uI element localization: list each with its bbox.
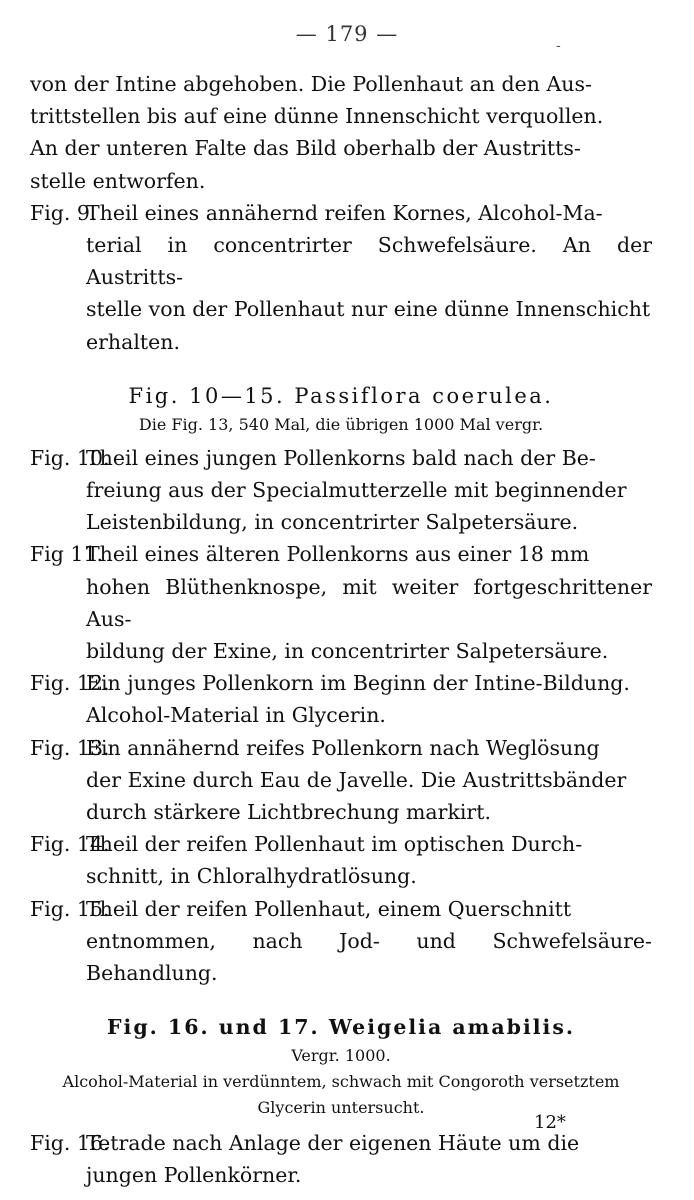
fig-9-line-2: terial in concentrirter Schwefelsäure. An der Austritts- <box>86 233 652 290</box>
section-note-line-1: Alcohol-Material in verdünntem, schwach mit Congoroth versetztem <box>62 1072 620 1092</box>
fig-10-line-1: Theil eines jungen Pollenkorns bald nach der Be- <box>86 445 596 470</box>
fig-12-line-1: Ein junges Pollenkorn im Beginn der Intine-Bildung. <box>86 671 630 696</box>
fig-9-line-1: Theil eines annähernd reifen Kornes, Alcohol-Ma- <box>86 200 603 225</box>
section-subheading-weigelia: Vergr. 1000. <box>291 1046 391 1066</box>
page-number: — 179 — <box>295 22 399 46</box>
intro-line-4: stelle entworfen. <box>30 168 206 193</box>
signature-mark: 12* <box>534 1112 566 1133</box>
intro-paragraph <box>30 68 652 197</box>
fig-16-line-2: jungen Pollenkörner. <box>86 1163 302 1188</box>
fig-12-label: Fig. 12. <box>30 671 110 696</box>
fig-12-line-2: Alcohol-Material in Glycerin. <box>86 703 386 728</box>
fig-13-line-3: durch stärkere Lichtbrechung markirt. <box>86 800 491 825</box>
fig-15-line-1: Theil der reifen Pollenhaut, einem Querschnitt <box>86 896 572 921</box>
fig-16-entry <box>30 1127 652 1191</box>
fig-14-line-1: Theil der reifen Pollenhaut im optischen Durch- <box>86 832 583 857</box>
section-heading-passiflora: Fig. 10—15. Passiflora coerulea. <box>128 383 554 408</box>
fig-11-label: Fig 11. <box>30 542 104 567</box>
fig-9-line-3: stelle von der Pollenhaut nur eine dünne Innenschicht <box>86 297 651 322</box>
fig-10-line-3: Leistenbildung, in concentrirter Salpetersäure. <box>86 510 579 535</box>
fig-11-entry <box>30 538 652 667</box>
fig-10-entry <box>30 442 652 539</box>
fig-13-entry <box>30 732 652 829</box>
fig-15-label: Fig. 15. <box>30 896 110 921</box>
fig-14-line-2: schnitt, in Chloralhydratlösung. <box>86 864 417 889</box>
intro-line-2: trittstellen bis auf eine dünne Innenschicht verquollen. <box>30 104 604 129</box>
fig-16-line-1: Tetrade nach Anlage der eigenen Häute um die <box>86 1131 580 1156</box>
fig-11-line-3: bildung der Exine, in concentrirter Salpetersäure. <box>86 639 609 664</box>
fig-15-line-2: entnommen, nach Jod- und Schwefelsäure-Behandlung. <box>86 928 652 986</box>
section-subheading-passiflora: Die Fig. 13, 540 Mal, die übrigen 1000 Mal vergr. <box>138 414 544 434</box>
fig-9-label: Fig. 9. <box>30 200 97 225</box>
section-note-line-2: Glycerin untersucht. <box>257 1098 425 1118</box>
page-text <box>30 68 652 1192</box>
fig-16-label: Fig. 16. <box>30 1131 110 1156</box>
fig-13-line-1: Ein annähernd reifes Pollenkorn nach Weglösung <box>86 735 600 760</box>
section-heading-weigelia: Fig. 16. und 17. Weigelia amabilis. <box>106 1015 576 1040</box>
fig-11-line-2: hohen Blüthenknospe, mit weiter fortgeschrittener Aus- <box>86 574 652 631</box>
corner-mark: - <box>556 38 561 54</box>
fig-14-label: Fig. 14. <box>30 832 110 857</box>
fig-9-entry <box>30 197 652 358</box>
fig-9-line-4: erhalten. <box>86 329 181 354</box>
fig-13-label: Fig. 13. <box>30 735 110 760</box>
fig-10-line-2: freiung aus der Specialmutterzelle mit beginnender <box>86 478 627 503</box>
fig-12-entry <box>30 667 652 731</box>
fig-11-line-1: Theil eines älteren Pollenkorns aus einer 18 mm <box>86 542 590 567</box>
fig-14-entry <box>30 828 652 892</box>
intro-line-3: An der unteren Falte das Bild oberhalb der Austritts- <box>30 136 581 161</box>
fig-13-line-2: der Exine durch Eau de Javelle. Die Austrittsbänder <box>86 767 627 792</box>
fig-15-entry <box>30 893 652 990</box>
fig-10-label: Fig. 10. <box>30 445 110 470</box>
intro-line-1: von der Intine abgehoben. Die Pollenhaut an den Aus- <box>30 72 592 96</box>
